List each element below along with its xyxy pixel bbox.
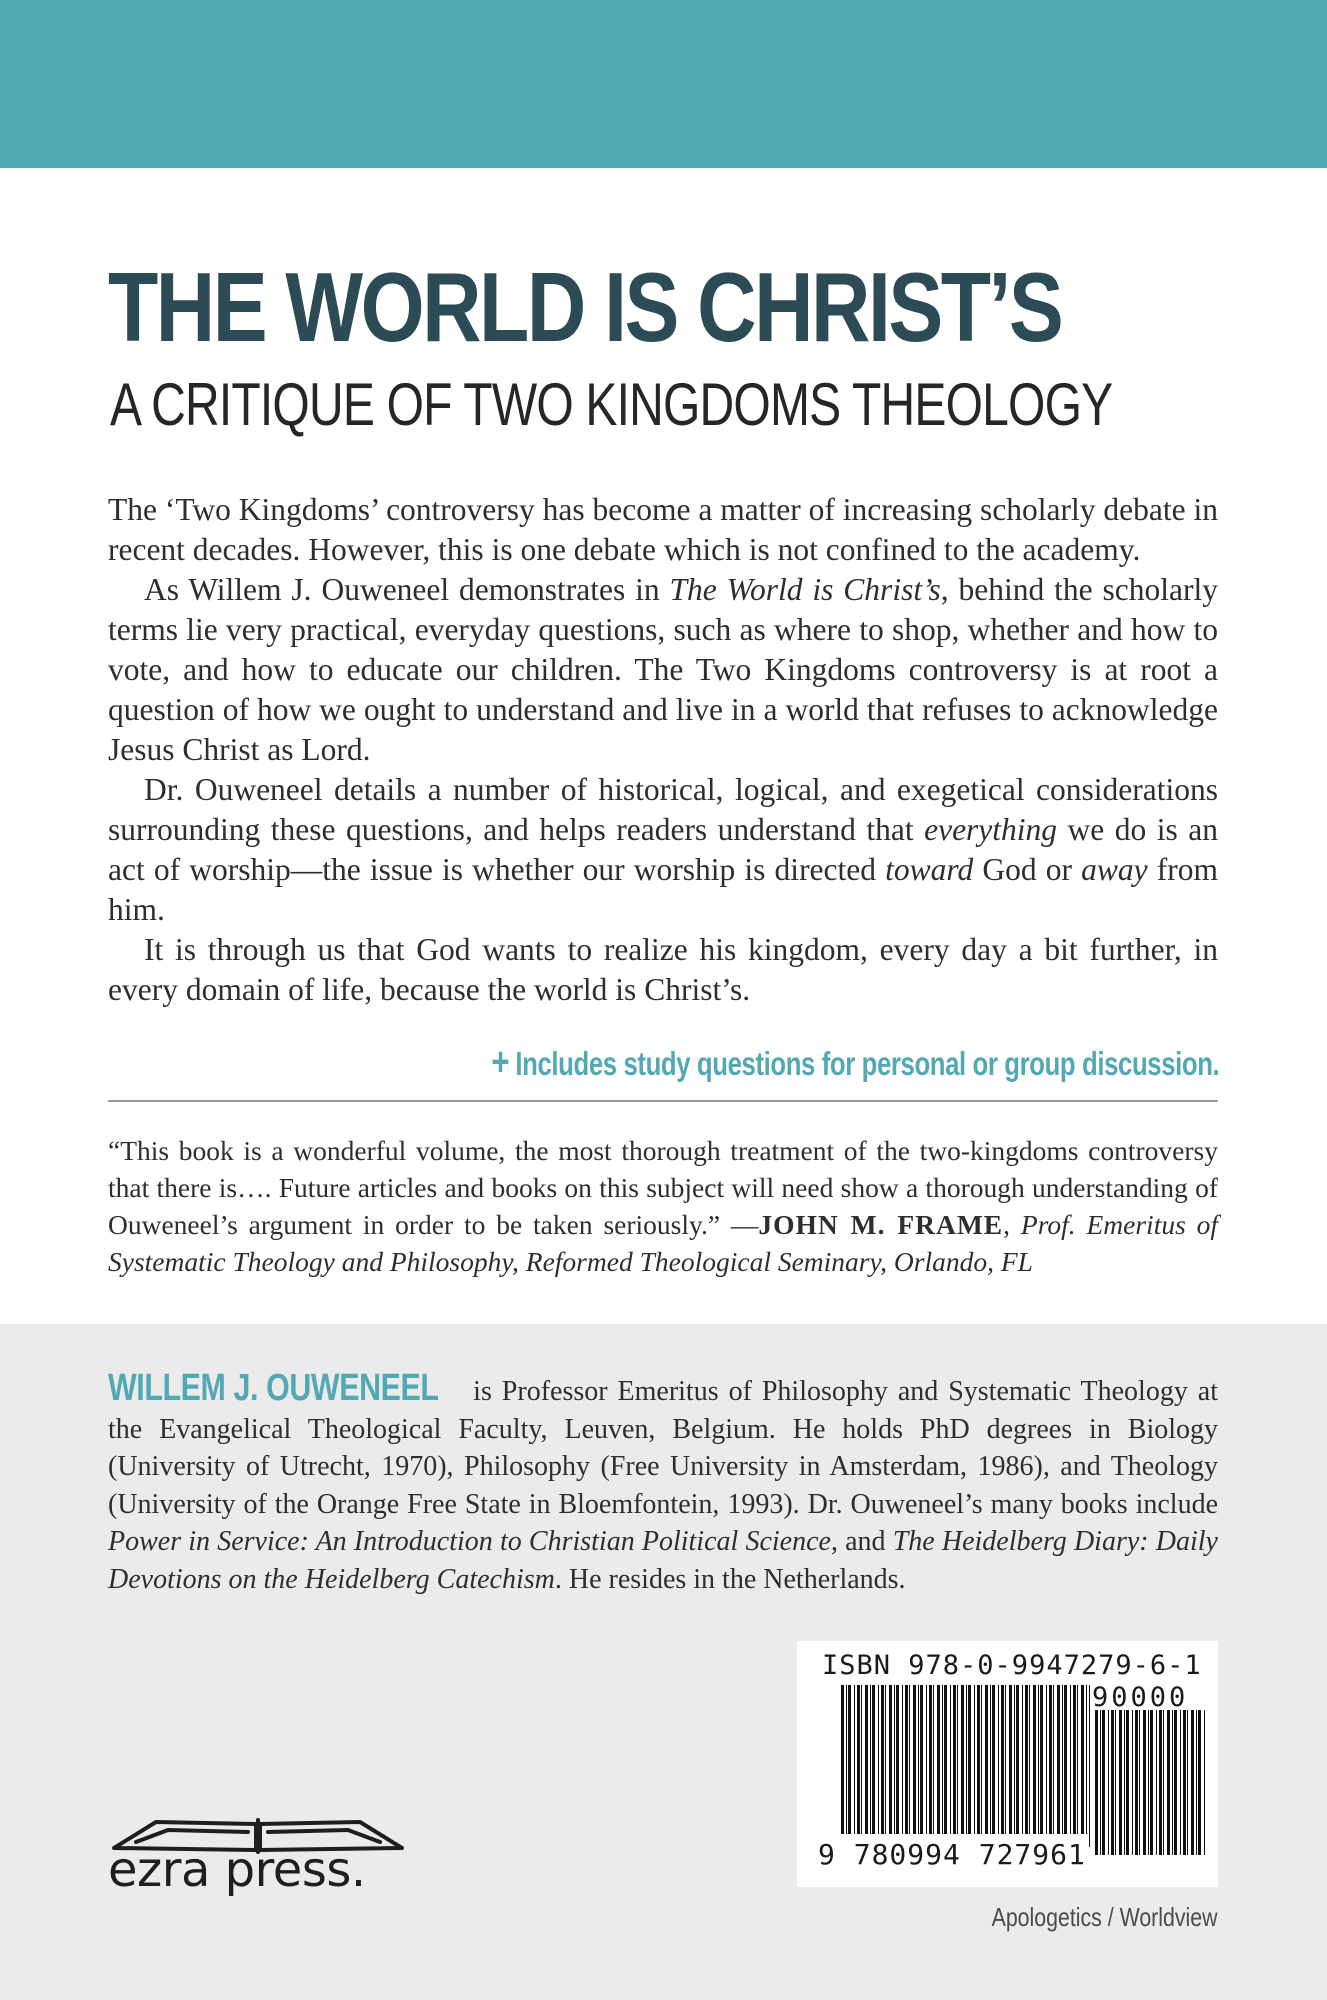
barcode-bar (1135, 1710, 1138, 1855)
barcode-bar (1148, 1710, 1149, 1855)
barcode-bar (1204, 1710, 1205, 1855)
barcode-bar (865, 1685, 868, 1834)
isbn-number: ISBN 978-0-9947279-6-1 (822, 1650, 1202, 1681)
barcode-bar (1001, 1685, 1004, 1834)
emphasis: away (1081, 852, 1148, 887)
barcode-bar (1119, 1710, 1122, 1855)
barcode-bar (1191, 1710, 1194, 1855)
barcode-bar (1102, 1710, 1105, 1855)
barcode-bar (905, 1685, 908, 1834)
emphasis: everything (924, 812, 1058, 847)
barcode-bar (1086, 1685, 1087, 1834)
barcode-bar (1183, 1710, 1186, 1855)
barcode-bar (1089, 1685, 1090, 1847)
text-run: from him. (108, 852, 1219, 927)
barcode-bar (992, 1685, 995, 1834)
barcode-bar (1014, 1685, 1015, 1834)
barcode-bar (1009, 1685, 1012, 1834)
barcode-bar (861, 1685, 862, 1834)
barcode-bar (1196, 1710, 1197, 1855)
barcode-bar (1143, 1710, 1146, 1855)
barcode-bar (878, 1685, 879, 1834)
barcode-bar (920, 1685, 923, 1834)
text-run: God or (973, 852, 1082, 887)
barcode-bar (1111, 1710, 1114, 1855)
barcode-bar (1150, 1710, 1153, 1855)
price-code: 90000 (1092, 1682, 1189, 1713)
barcode-bar (909, 1685, 910, 1834)
barcode-bar (981, 1685, 982, 1834)
barcode-bar (926, 1685, 927, 1834)
barcode-bar (977, 1685, 980, 1834)
barcode-bar (1132, 1710, 1133, 1855)
barcode-bar (881, 1685, 884, 1834)
text-run: Dr. Ouweneel details a number of historical, logical, and exegetical considerations surrounding these questions, and helps readers understand that (108, 772, 1218, 847)
text-run: we do is an act of worship—the issue is whether our worship is directed (108, 812, 1218, 887)
barcode-bar (1016, 1685, 1019, 1834)
barcode-bar (1005, 1685, 1006, 1834)
text-run: is Professor Emeritus of Philosophy and Systematic Theology at the Evangelical Theological Faculty, Leuven, Belgium. He holds PhD degrees in Biology (University of Utrecht, 1970), Philosophy (Free University in Amsterdam, 1986), and Theology (University of the Orange Free State in Bloemfontein, 1993). Dr. Ouweneel’s many books include (108, 1376, 1218, 1520)
barcode-bar (854, 1685, 855, 1834)
barcode-bar (1180, 1710, 1181, 1855)
ean-number: 9 780994 727961 (818, 1838, 1086, 1871)
barcode-bar (913, 1685, 916, 1834)
text-run: As Willem J. Ouweneel demonstrates in (144, 572, 670, 607)
barcode-bar (872, 1685, 875, 1834)
emphasis: toward (885, 852, 974, 887)
barcode-bar (1108, 1710, 1109, 1855)
endorsement-affiliation: Prof. Emeritus of Systematic Theology and Philosophy, Reformed Theological Seminary, Orlando, FL (108, 1209, 1219, 1277)
barcode-bar (848, 1685, 851, 1834)
barcode-bar (1029, 1685, 1030, 1834)
barcode-bar (1040, 1685, 1043, 1834)
barcode-bar (1053, 1685, 1054, 1834)
barcode-bar (1070, 1685, 1071, 1834)
divider (108, 1100, 1218, 1102)
dash: — (720, 1209, 759, 1240)
book-title: THE WORLD IS CHRIST’S (108, 252, 1062, 362)
book-reference: The Heidelberg Diary: Daily Devotions on the Heidelberg Catechism (108, 1526, 1218, 1595)
barcode-bar (929, 1685, 932, 1834)
barcode-bar (1038, 1685, 1039, 1834)
barcode-bar (1167, 1710, 1170, 1855)
barcode-bar (1077, 1685, 1078, 1834)
barcode-bar (1081, 1685, 1084, 1834)
barcode-bar (1174, 1710, 1177, 1855)
top-color-band (0, 0, 1327, 168)
book-reference: Power in Service: An Introduction to Christian Political Science (108, 1526, 831, 1557)
study-questions-note (491, 1040, 1219, 1086)
barcode-bar (1064, 1685, 1067, 1834)
endorsement-author: JOHN M. FRAME (758, 1209, 1004, 1240)
barcode-bar (1046, 1685, 1047, 1834)
barcode-bar (1126, 1710, 1129, 1855)
barcode-bar (942, 1685, 943, 1834)
endorsement-quote: “This book is a wonderful volume, the most thorough treatment of the two-kingdoms controversy that there is…. Future articles and books on this subject will need show a thorough understanding of Ouweneel’s argument in order to be taken seriously.” (108, 1135, 1218, 1240)
barcode-bar (937, 1685, 940, 1834)
text-run: . He resides in the Netherlands. (554, 1563, 906, 1595)
plus-icon: + (491, 1040, 509, 1084)
barcode-bar (1172, 1710, 1173, 1855)
barcode-bar (1163, 1710, 1164, 1855)
description-paragraph-3 (108, 770, 1218, 930)
barcode-bar (1156, 1710, 1157, 1855)
barcode-bar (1198, 1710, 1201, 1855)
barcode-bar (918, 1685, 919, 1834)
description-paragraph-1: The ‘Two Kingdoms’ controversy has become a matter of increasing scholarly debate in recent decades. However, this is one debate which is not confined to the academy. (108, 492, 1218, 567)
barcode-bar (1022, 1685, 1023, 1834)
barcode-bar (841, 1685, 844, 1834)
barcode-bar (896, 1685, 899, 1834)
barcode-bar (966, 1685, 967, 1834)
barcode-bar (968, 1685, 971, 1834)
barcode-bar (998, 1685, 999, 1834)
description-paragraph-4: It is through us that God wants to realize his kingdom, every day a bit further, in every domain of life, because the world is Christ’s. (108, 932, 1218, 1007)
barcode-bar (933, 1685, 934, 1834)
barcode-bar (1139, 1710, 1140, 1855)
barcode-bar (957, 1685, 958, 1834)
barcode-bar (846, 1685, 847, 1834)
barcode-bar (885, 1685, 886, 1834)
description-paragraph-2 (108, 570, 1218, 770)
endorsement (108, 1132, 1218, 1280)
barcode-bar (961, 1685, 964, 1834)
barcode-bar (889, 1685, 892, 1834)
study-note-text: Includes study questions for personal or group discussion. (515, 1045, 1219, 1082)
text-run: , behind the scholarly terms lie very practical, everyday questions, such as where to shop, whether and how to vote, and how to educate our children. The Two Kingdoms controversy is at root a question of how we ought to understand and live in a world that refuses to acknowledge Jesus Christ as Lord. (108, 572, 1219, 767)
barcode-bar (1095, 1710, 1098, 1855)
author-bio (108, 1367, 1218, 1598)
barcode-bar (894, 1685, 895, 1834)
barcode-bar (1057, 1685, 1060, 1834)
barcode-bar (1049, 1685, 1052, 1834)
barcode-bar (944, 1685, 947, 1834)
book-description (108, 490, 1218, 1010)
barcode-bar (857, 1685, 860, 1834)
book-subtitle: A CRITIQUE OF TWO KINGDOMS THEOLOGY (110, 371, 1113, 438)
barcode-bar (990, 1685, 991, 1834)
barcode-bar (1115, 1710, 1116, 1855)
barcode-bar (1124, 1710, 1125, 1855)
barcode-bar (953, 1685, 956, 1834)
publisher-logo-text: ezra press. (108, 1842, 366, 1898)
barcode-bar (1159, 1710, 1162, 1855)
author-name: WILLEM J. OUWENEEL (108, 1367, 439, 1409)
barcode-bar (1073, 1685, 1076, 1834)
text-run: , and (830, 1526, 893, 1557)
barcode-bar (950, 1685, 951, 1834)
category-label: Apologetics / Worldview (992, 1902, 1218, 1932)
barcode-bar (974, 1685, 975, 1834)
barcode-bar (902, 1685, 903, 1834)
barcode-bar (870, 1685, 871, 1834)
barcode-bar (1187, 1710, 1188, 1855)
barcode-bar (985, 1685, 988, 1834)
comma: , (1003, 1209, 1011, 1240)
barcode-bar (1062, 1685, 1063, 1834)
barcode-bar (1100, 1710, 1101, 1855)
title-reference: The World is Christ’s (669, 572, 941, 607)
barcode-bar (1025, 1685, 1028, 1834)
barcode-bar (1033, 1685, 1036, 1834)
